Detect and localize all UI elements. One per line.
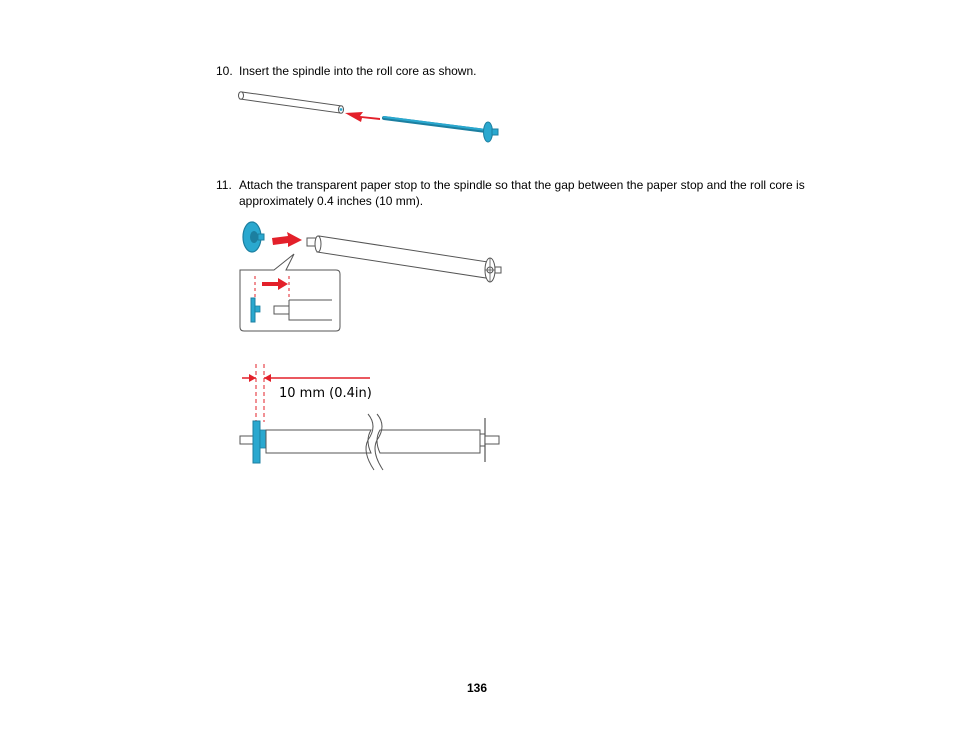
- step-text: Attach the transparent paper stop to the spindle so that the gap between the paper stop and the roll core is approximately 0.4 inches (10 mm).: [239, 178, 805, 208]
- detail-callout: [240, 254, 340, 331]
- spindle: [384, 117, 498, 142]
- step-number: 11.: [216, 178, 232, 192]
- paper-stop: [243, 222, 264, 252]
- roll-core: [239, 92, 344, 114]
- paper-stop-attach-illustration: [232, 214, 512, 338]
- insert-arrow: [345, 112, 380, 122]
- roll-side-view: [240, 414, 499, 470]
- attach-arrow: [272, 232, 302, 247]
- gap-dimension-label: 10 mm (0.4in): [279, 386, 372, 401]
- spindle-insert-illustration: [230, 82, 510, 152]
- gap-dimension-illustration: [232, 360, 512, 472]
- step-number: 10.: [216, 64, 233, 78]
- step-text: Insert the spindle into the roll core as shown.: [239, 64, 477, 78]
- page-number: 136: [466, 681, 488, 695]
